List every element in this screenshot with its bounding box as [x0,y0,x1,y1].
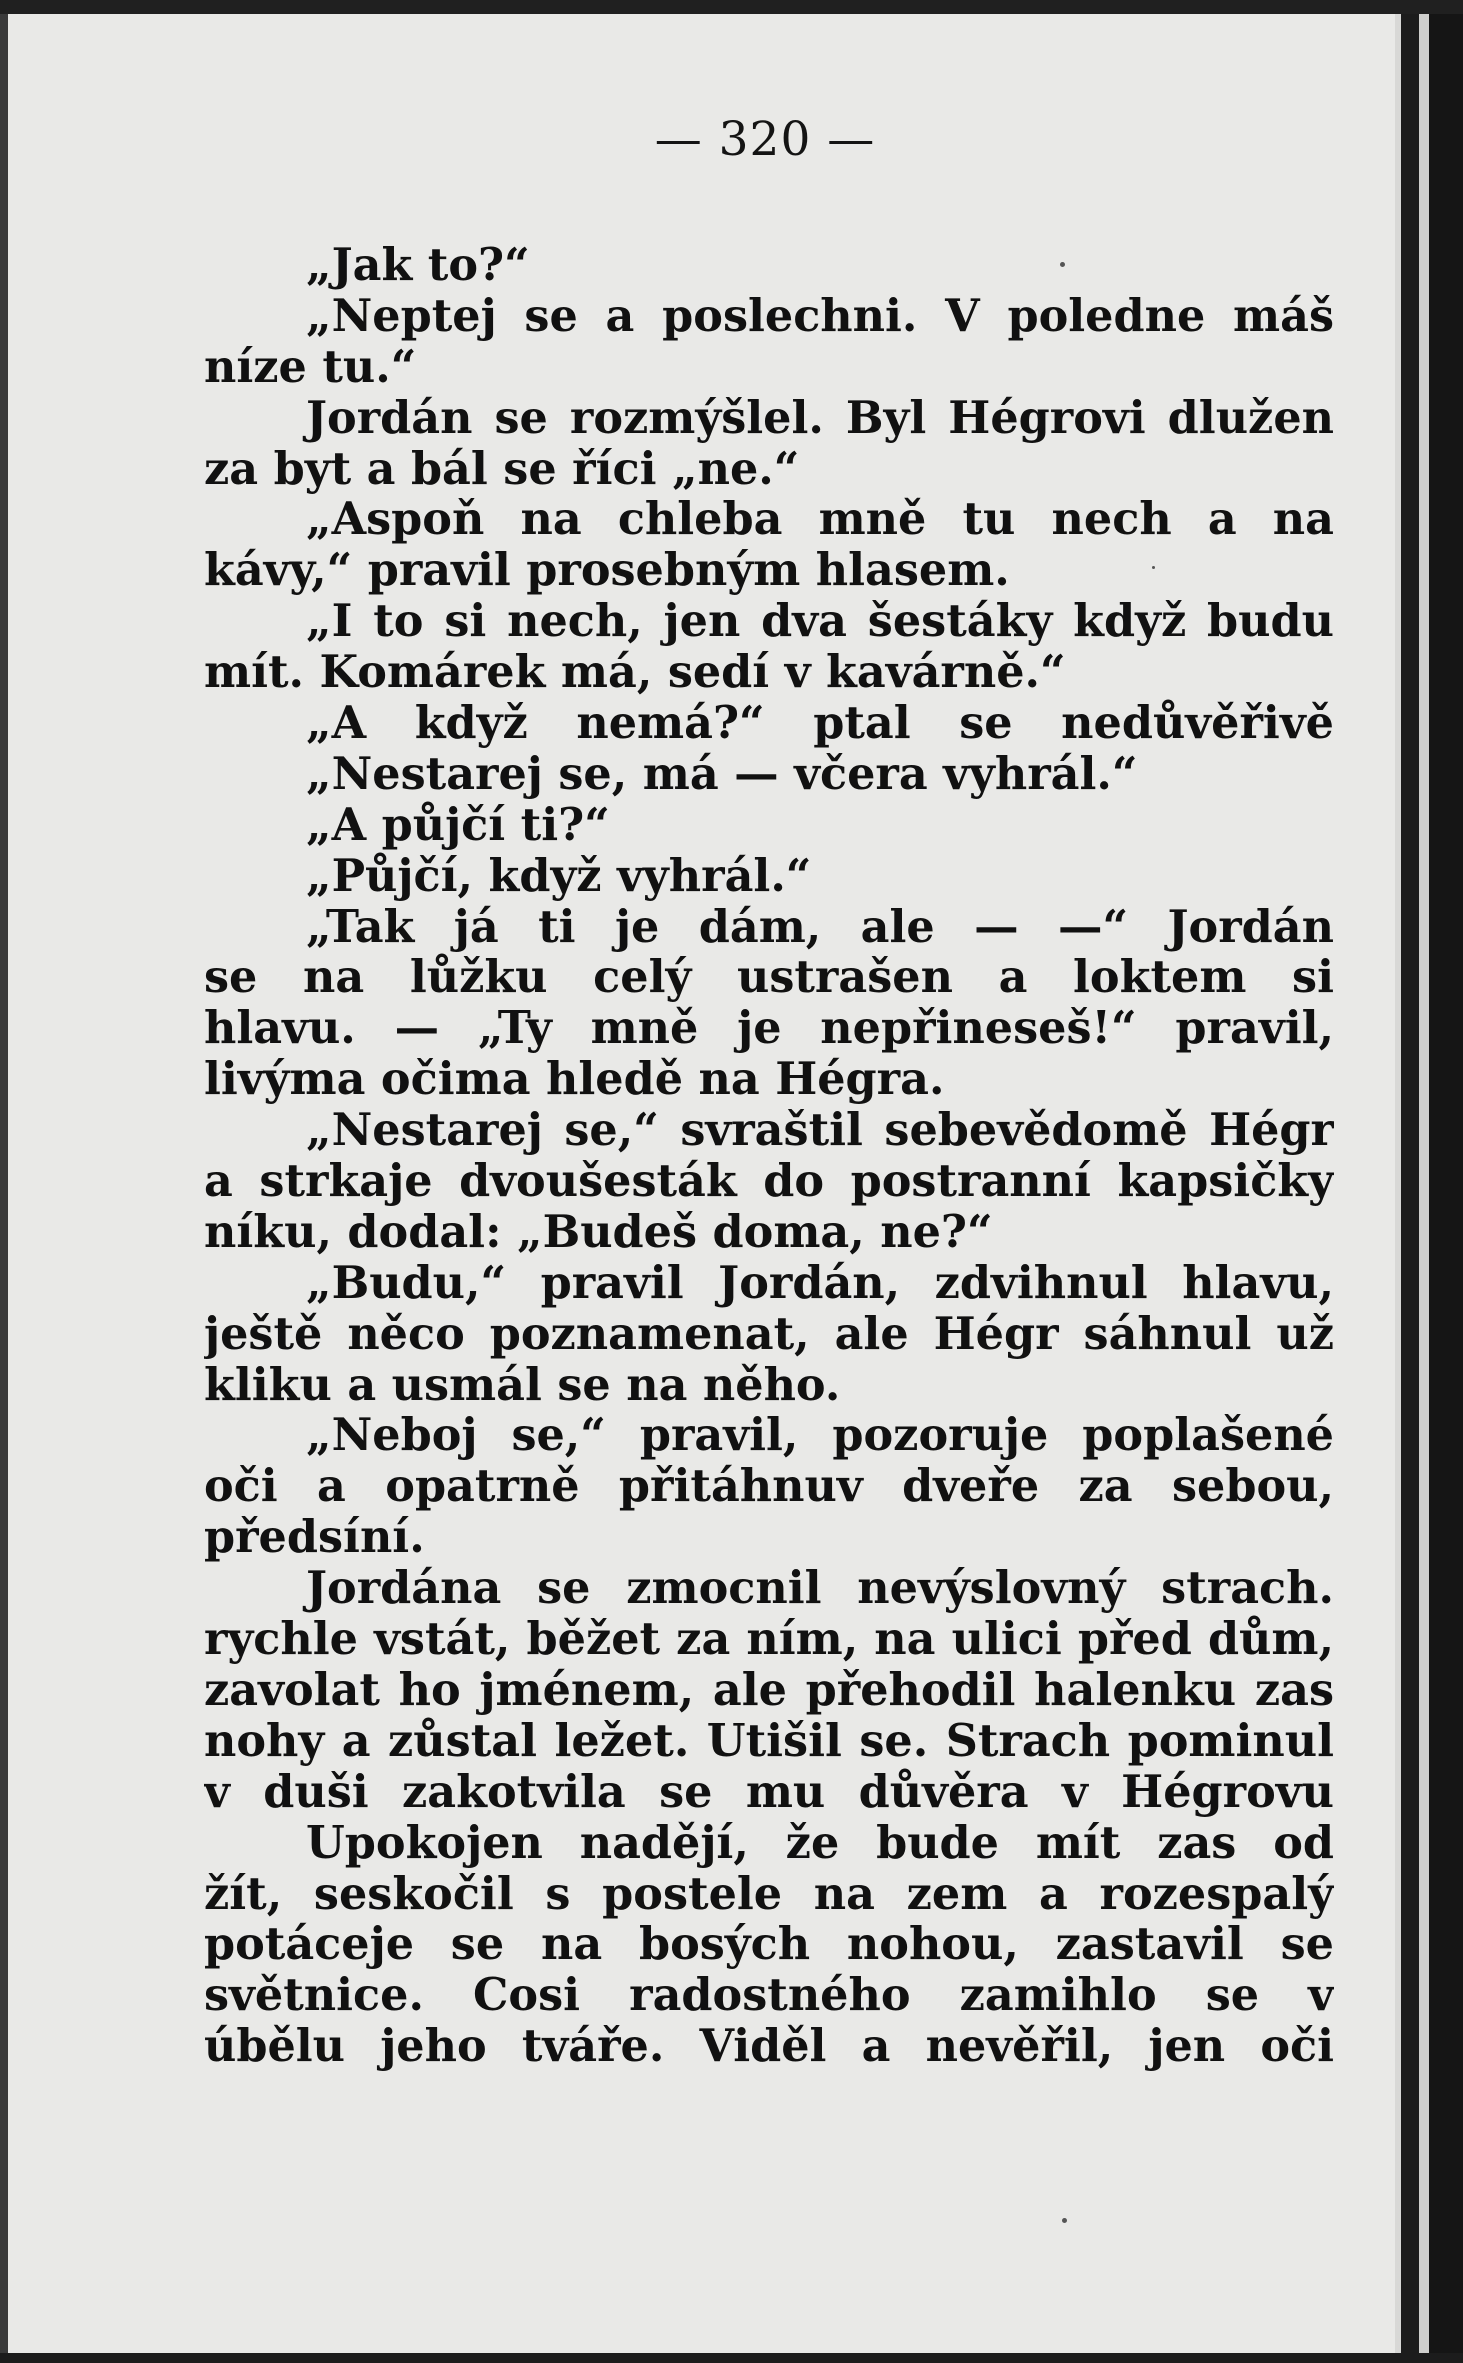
text-line: Jordána se zmocnil nevýslovný strach. [306,1563,1334,1615]
page-bottom-edge [0,2353,1463,2363]
text-line: potáceje se na bosých nohou, zastavil se [204,1919,1334,1971]
text-line: Upokojen nadějí, že bude mít zas od [306,1817,1334,1869]
print-speck [1060,262,1065,267]
text-line: „Neptej se a poslechni. V poledne máš [306,290,1334,342]
text-line: „Neboj se,“ pravil, pozoruje poplašené [306,1410,1334,1462]
text-line: „Jak to?“ [306,239,530,291]
text-line: níze tu.“ [204,340,417,393]
text-line: rychle vstát, běžet za ním, na ulici před dům, [204,1614,1334,1665]
text-line: livýma očima hledě na Hégra. [204,1053,945,1106]
text-line: „A půjčí ti?“ [306,798,610,851]
text-line: v duši zakotvila se mu důvěra v Hégrovu [204,1766,1334,1818]
text-line: kliku a usmál se na něho. [204,1358,841,1411]
text-line: hlavu. — „Ty mně je nepřineseš!“ pravil, [204,1003,1334,1055]
text-line: „Nestarej se, má — včera vyhrál.“ [306,747,1138,800]
page-number: — 320 — [654,112,876,167]
page-left-edge [0,0,8,2363]
text-line: ještě něco poznamenat, ale Hégr sáhnul už [204,1308,1334,1360]
text-line: mít. Komárek má, sedí v kavárně.“ [204,646,1066,699]
text-line: „Budu,“ pravil Jordán, zdvihnul hlavu, [306,1257,1334,1309]
page-top-edge [0,0,1463,14]
text-line: „I to si nech, jen dva šestáky když budu [306,596,1334,648]
text-line: za byt a bál se říci „ne.“ [204,442,800,495]
text-line: zavolat ho jménem, ale přehodil halenku zas [204,1664,1334,1716]
text-line: „A když nemá?“ ptal se nedůvěřivě [306,698,1334,749]
text-line: a strkaje dvoušesták do postranní kapsičky [204,1156,1334,1207]
text-line: nohy a zůstal ležet. Utišil se. Strach pominul [204,1715,1334,1767]
text-line: „Nestarej se,“ svraštil sebevědomě Hégr [306,1105,1334,1157]
text-line: „Aspoň na chleba mně tu nech a na [306,494,1334,546]
text-line: Jordán se rozmýšlel. Byl Hégrovi dlužen [306,392,1334,444]
text-line: oči a opatrně přitáhnuv dveře za sebou, [204,1461,1334,1513]
text-line: kávy,“ pravil prosebným hlasem. [204,544,1010,597]
text-line: světnice. Cosi radostného zamihlo se v [204,1970,1334,2022]
text-line: žít, seskočil s postele na zem a rozespalý [204,1868,1334,1920]
text-line: „Půjčí, když vyhrál.“ [306,849,812,902]
text-line: „Tak já ti je dám, ale — —“ Jordán [306,901,1334,953]
text-line: níku, dodal: „Budeš doma, ne?“ [204,1205,993,1258]
page-right-edge [1395,0,1463,2363]
text-line: předsíní. [204,1511,425,1564]
text-line: se na lůžku celý ustrašen a loktem si [204,952,1334,1004]
print-speck [1152,566,1155,569]
text-line: úbělu jeho tváře. Viděl a nevěřil, jen oči [204,2021,1334,2073]
body-text [204,240,1334,2072]
print-speck [1062,2218,1067,2223]
